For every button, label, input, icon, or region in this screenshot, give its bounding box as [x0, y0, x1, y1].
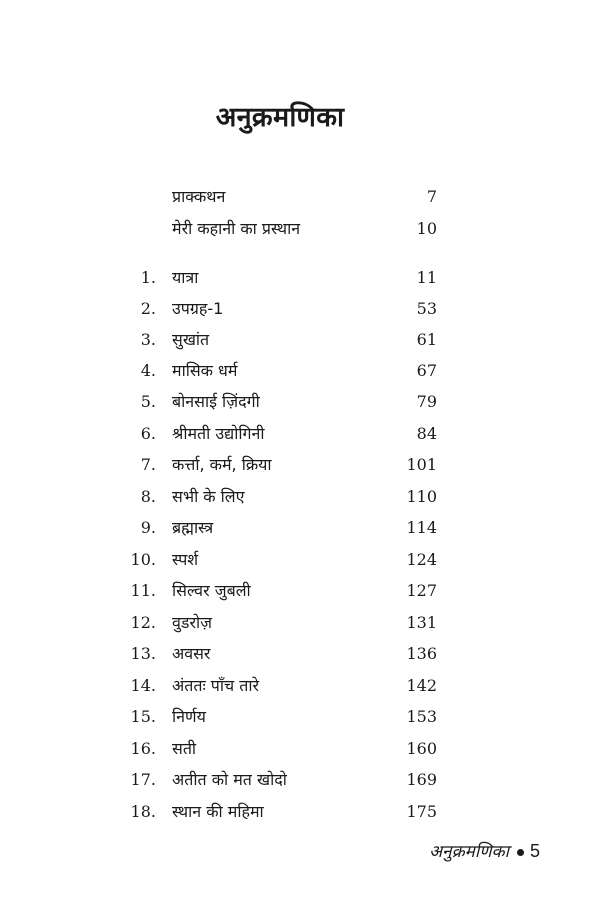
chapter-title: वुडरोज़: [172, 613, 213, 632]
toc-row-chapter: [0, 672, 600, 700]
chapter-number: 10.: [130, 550, 156, 569]
toc-row-front-matter: [0, 215, 600, 243]
chapter-number: 8.: [140, 487, 156, 506]
page-title: अनुक्रमणिका: [215, 102, 345, 133]
chapter-number: 5.: [140, 392, 156, 411]
toc-page-number: 131: [406, 613, 437, 632]
toc-page-number: 169: [406, 770, 437, 789]
toc-page-number: 175: [406, 802, 437, 821]
toc-entry-label: प्राक्कथन: [172, 187, 226, 206]
toc-row-chapter: [0, 451, 600, 479]
chapter-title: उपग्रह-1: [172, 299, 224, 318]
toc-page-number: 136: [406, 644, 437, 663]
chapter-number: 4.: [140, 361, 156, 380]
chapter-number: 6.: [140, 424, 156, 443]
toc-page-number: 114: [406, 518, 437, 537]
toc-page-number: 61: [416, 330, 437, 349]
chapter-title: श्रीमती उद्योगिनी: [172, 424, 265, 443]
toc-page-number: 153: [406, 707, 437, 726]
toc-row-chapter: [0, 577, 600, 605]
chapter-number: 13.: [130, 644, 156, 663]
chapter-title: सिल्वर जुबली: [172, 581, 251, 600]
chapter-number: 9.: [140, 518, 156, 537]
toc-page-number: 79: [416, 392, 437, 411]
chapter-number: 18.: [130, 802, 156, 821]
chapter-title: सभी के लिए: [172, 487, 245, 506]
toc-row-chapter: [0, 326, 600, 354]
chapter-number: 14.: [130, 676, 156, 695]
page-footer: [380, 836, 540, 866]
chapter-title: यात्रा: [172, 268, 199, 287]
toc-page-number: 124: [406, 550, 437, 569]
running-title: अनुक्रमणिका: [429, 842, 509, 862]
toc-entry-label: मेरी कहानी का प्रस्थान: [172, 219, 301, 238]
toc-page-number: 67: [416, 361, 437, 380]
toc-row-chapter: [0, 357, 600, 385]
toc-row-chapter: [0, 703, 600, 731]
chapter-number: 11.: [130, 581, 156, 600]
chapter-title: अवसर: [172, 644, 211, 663]
toc-row-chapter: [0, 766, 600, 794]
chapter-title: स्थान की महिमा: [172, 802, 264, 821]
chapter-title: निर्णय: [172, 707, 206, 726]
chapter-title: सुखांत: [172, 330, 210, 349]
toc-page-number: 84: [416, 424, 437, 443]
chapter-title: ब्रह्मास्त्र: [172, 518, 214, 537]
toc-page-number: 160: [406, 739, 437, 758]
toc-page-number: 127: [406, 581, 437, 600]
chapter-title: अंततः पाँच तारे: [172, 676, 260, 695]
toc-page-number: 101: [406, 455, 437, 474]
chapter-title: बोनसाई ज़िंदगी: [172, 392, 260, 411]
toc-row-chapter: [0, 609, 600, 637]
toc-row-front-matter: [0, 183, 600, 211]
toc-page-number: 53: [416, 299, 437, 318]
toc-row-chapter: [0, 514, 600, 542]
toc-row-chapter: [0, 798, 600, 826]
chapter-title: कर्त्ता, कर्म, क्रिया: [172, 455, 272, 474]
chapter-number: 12.: [130, 613, 156, 632]
toc-row-chapter: [0, 264, 600, 292]
toc-row-chapter: [0, 420, 600, 448]
toc-page-number: 10: [416, 219, 437, 238]
toc-row-chapter: [0, 735, 600, 763]
toc-page-number: 142: [406, 676, 437, 695]
toc-row-chapter: [0, 546, 600, 574]
chapter-number: 1.: [140, 268, 156, 287]
toc-row-chapter: [0, 295, 600, 323]
footer-page-number: 5: [529, 841, 540, 861]
toc-row-chapter: [0, 388, 600, 416]
chapter-number: 17.: [130, 770, 156, 789]
toc-page-number: 11: [416, 268, 437, 287]
toc-page-number: 110: [406, 487, 437, 506]
toc-page-number: 7: [426, 187, 437, 206]
chapter-title: स्पर्श: [172, 550, 199, 569]
toc-row-chapter: [0, 483, 600, 511]
chapter-title: सती: [172, 739, 197, 758]
toc-row-chapter: [0, 640, 600, 668]
chapter-title: अतीत को मत खोदो: [172, 770, 287, 789]
chapter-number: 7.: [140, 455, 156, 474]
chapter-title: मासिक धर्म: [172, 361, 238, 380]
chapter-number: 3.: [140, 330, 156, 349]
chapter-number: 2.: [140, 299, 156, 318]
chapter-number: 15.: [130, 707, 156, 726]
chapter-number: 16.: [130, 739, 156, 758]
bullet-icon: [517, 849, 524, 856]
